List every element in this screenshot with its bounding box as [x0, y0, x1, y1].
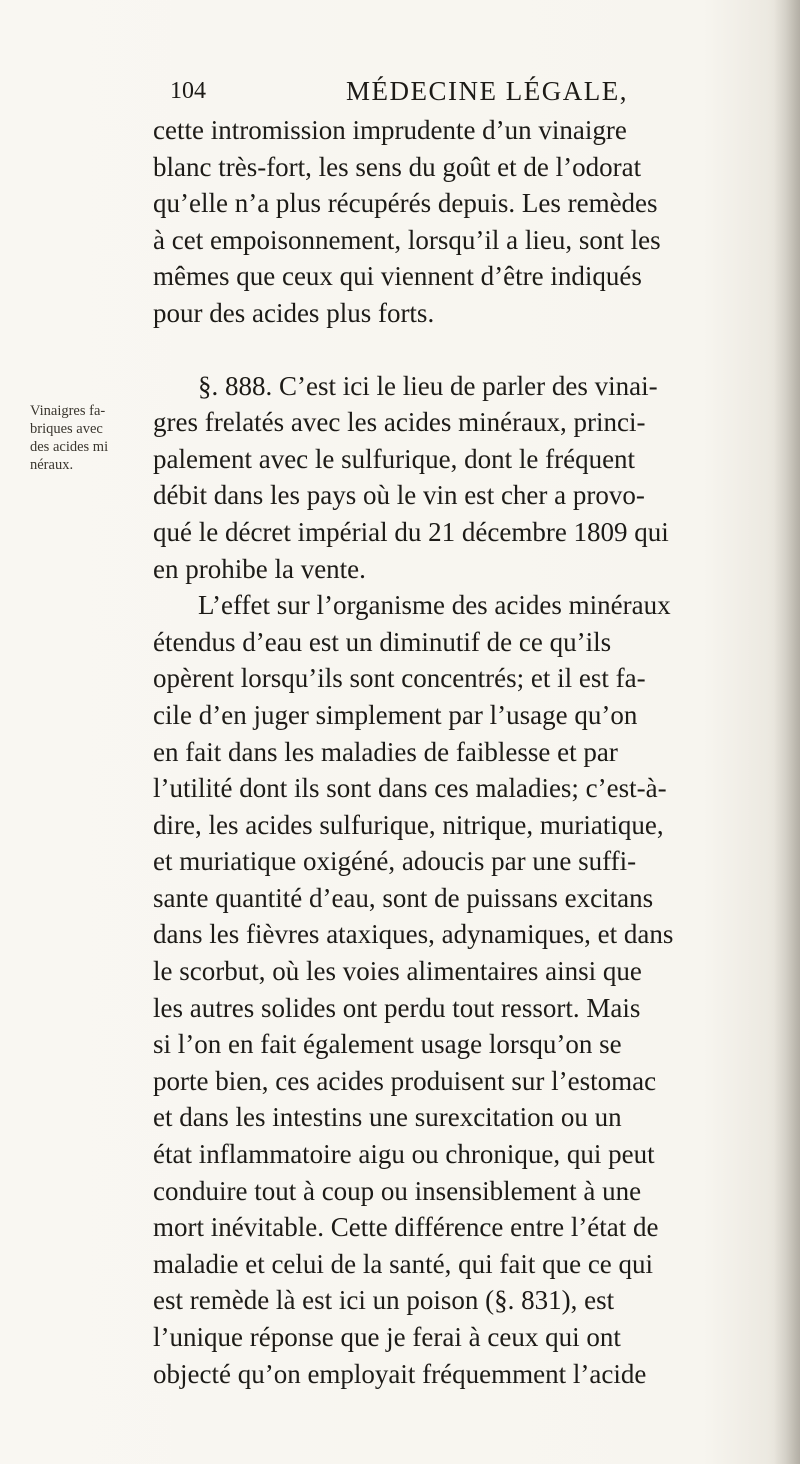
- text-line: est remède là est ici un poison (§. 831), est: [153, 1285, 615, 1316]
- section-heading-line: §. 888. C’est ici le lieu de parler des vinai-: [198, 370, 658, 401]
- margin-note-line: des acides mi: [30, 439, 109, 455]
- text-line: état inflammatoire aigu ou chronique, qui peut: [153, 1139, 655, 1170]
- page-header: [170, 78, 770, 114]
- text-line: maladie et celui de la santé, qui fait que ce qui: [153, 1248, 654, 1279]
- text-line: à cet empoisonnement, lorsqu’il a lieu, sont les: [153, 224, 661, 255]
- text-line: mort inévitable. Cette différence entre l’état de: [153, 1212, 659, 1243]
- margin-note-line: briques avec: [30, 421, 103, 437]
- text-line: palement avec le sulfurique, dont le fréquent: [153, 443, 636, 474]
- text-line: dire, les acides sulfurique, nitrique, muriatique,: [153, 809, 664, 840]
- text-line: en prohibe la vente.: [153, 553, 366, 584]
- text-line: pour des acides plus forts.: [153, 297, 435, 328]
- text-line: l’utilité dont ils sont dans ces maladies; c’est-à-: [153, 773, 667, 804]
- text-line: cile d’en juger simplement par l’usage qu’on: [153, 699, 638, 730]
- paragraph-gap: [153, 332, 778, 368]
- text-line: les autres solides ont perdu tout ressort. Mais: [153, 992, 641, 1023]
- text-line: étendus d’eau est un diminutif de ce qu’ils: [153, 626, 612, 657]
- paragraph-3: [153, 587, 778, 1392]
- text-line: en fait dans les maladies de faiblesse et par: [153, 736, 618, 767]
- body-text: [153, 112, 778, 1392]
- text-line: si l’on en fait également usage lorsqu’on se: [153, 1029, 622, 1060]
- text-line: blanc très-fort, les sens du goût et de l’odorat: [153, 151, 642, 182]
- text-line: cette intromission imprudente d’un vinaigre: [153, 115, 627, 145]
- page-number: 104: [170, 78, 206, 104]
- text-line: qué le décret impérial du 21 décembre 1809 qui: [153, 516, 669, 547]
- margin-note: [30, 402, 134, 474]
- text-line: et dans les intestins une surexcitation ou un: [153, 1102, 622, 1133]
- text-line: objecté qu’on employait fréquemment l’acide: [153, 1358, 647, 1389]
- text-line: opèrent lorsqu’ils sont concentrés; et il est fa-: [153, 663, 646, 694]
- text-line: et muriatique oxigéné, adoucis par une suffi-: [153, 846, 637, 877]
- paragraph-2: [153, 368, 778, 588]
- text-line: gres frelatés avec les acides minéraux, princi-: [153, 407, 646, 438]
- margin-note-line: Vinaigres fa-: [30, 403, 106, 419]
- text-line: débit dans les pays où le vin est cher a provo-: [153, 480, 645, 511]
- text-line: mêmes que ceux qui viennent d’être indiqués: [153, 261, 642, 292]
- text-line: dans les fièvres ataxiques, adynamiques, et dans: [153, 919, 674, 950]
- running-title: MÉDECINE LÉGALE,: [346, 76, 628, 106]
- text-line: conduire tout à coup ou insensiblement à une: [153, 1175, 642, 1206]
- margin-note-line: néraux.: [30, 457, 74, 473]
- text-line: sante quantité d’eau, sont de puissans excitans: [153, 882, 654, 913]
- text-line: le scorbut, où les voies alimentaires ainsi que: [153, 956, 642, 987]
- text-line: qu’elle n’a plus récupérés depuis. Les remèdes: [153, 188, 658, 219]
- text-line: l’unique réponse que je ferai à ceux qui ont: [153, 1322, 621, 1352]
- text-line: L’effet sur l’organisme des acides minéraux: [198, 590, 671, 621]
- paragraph-1: [153, 112, 778, 332]
- text-line: porte bien, ces acides produisent sur l’estomac: [153, 1065, 657, 1096]
